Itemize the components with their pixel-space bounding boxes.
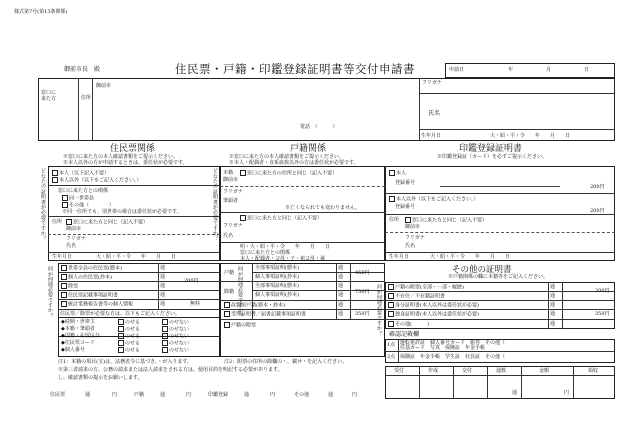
koseki-person-furigana: フリガナ — [223, 223, 243, 229]
koseki-rel-label: 窓口に来た方との関係 — [240, 250, 291, 256]
inkan-furigana: フリガナ — [405, 235, 425, 241]
unit: 通 — [550, 302, 556, 308]
juminhyo-who-vertical: どなたの証明書が必要ですか？ — [40, 168, 46, 241]
checkbox[interactable] — [388, 302, 394, 308]
koseki-price-2: 750円 — [355, 289, 370, 295]
applicant-address-input[interactable] — [96, 90, 416, 120]
juminhyo-item-2[interactable]: 除票 — [61, 283, 78, 290]
checkbox[interactable] — [224, 322, 230, 328]
juminhyo-footnote: 注1：本籍の項目(宝)は、法務省令に基づき、・が入ります。 — [58, 359, 192, 365]
opt-no[interactable]: のせない — [162, 340, 189, 347]
verification-row1-label: 1点 — [387, 342, 396, 348]
checkbox[interactable] — [162, 347, 168, 353]
opt-yes[interactable]: のせる — [118, 319, 140, 326]
applicant-birth-eras[interactable]: 大・昭・平・令 年 月 日 — [490, 133, 571, 139]
applicant-name-label: 氏名 — [428, 110, 441, 117]
applicant-address-prefix: 御前市 — [96, 83, 112, 89]
juminhyo-furigana: フリガナ — [66, 236, 86, 242]
opt-yes[interactable]: のせる — [118, 347, 140, 354]
other-certs-heading: その他の証明書 — [452, 265, 512, 275]
inkan-note1: ※印鑑登録証（カード）を必ずご提示ください。 — [437, 154, 548, 160]
applicant-name-input[interactable] — [450, 95, 610, 127]
total-yen: 円 — [186, 392, 192, 398]
inkan-addr-label: 住所 — [389, 217, 400, 223]
total-yen: 円 — [270, 392, 276, 398]
koseki-items-vertical: 何が何通必要ですか？ — [237, 266, 243, 318]
unit: 通 — [338, 274, 344, 280]
juminhyo-item-3[interactable]: 住民票記載事項証明書 — [61, 292, 118, 299]
checkbox[interactable] — [388, 284, 394, 290]
form-title: 住民票・戸籍・印鑑登録証明書等交付申請書 — [175, 62, 415, 76]
opt-label: ◆国籍・在留区分 — [61, 333, 100, 339]
koseki-honseki-same[interactable]: 窓口に来た方の住所と同じ（記入不要） — [240, 170, 337, 177]
opt-yes[interactable]: のせる — [118, 326, 140, 333]
checkbox[interactable] — [61, 292, 67, 298]
koseki-price-5: 350円 — [355, 311, 370, 317]
juminhyo-item-1[interactable]: 個人の住民票(抄本) — [61, 274, 112, 281]
koseki-item-2[interactable]: 全部事項証明(謄本) — [255, 283, 299, 289]
other-certs-vertical: 何が何通必要ですか？ — [376, 284, 382, 336]
total-unit: 通 — [244, 392, 250, 398]
koseki-birth-eras[interactable]: 明・大・昭・平・令 年 月 日 — [240, 244, 331, 250]
inkan-reg-no-label: 登録番号 — [395, 180, 416, 186]
juminhyo-birth-eras[interactable]: 大・昭・平・令 年 月 日 — [96, 254, 177, 260]
unit: 通 — [160, 265, 166, 271]
form-number: 様式第7号(第13条関係) — [14, 9, 68, 15]
total-label: 住民票 — [50, 392, 66, 398]
total-label: 戸籍 — [134, 392, 145, 398]
koseki-honseki-prefix: 御前市 — [223, 177, 239, 183]
inkan-birth-label: 生年月日 — [389, 254, 410, 260]
checkbox[interactable] — [118, 333, 124, 339]
staff-col: 領収 — [588, 368, 599, 374]
juminhyo-addr-prefix: 御前市 — [66, 226, 82, 232]
juminhyo-item-4[interactable]: 統計業務報告書等の個人情報 — [61, 301, 133, 308]
koseki-note1: ※窓口に来た方の本人確認書類をご提示ください。 — [229, 154, 345, 160]
application-date-box[interactable]: 申請日 年 月 日 — [445, 63, 615, 78]
other-cert-4[interactable]: その他( ) — [388, 321, 429, 328]
koseki-group-joseki: 除籍 — [224, 289, 235, 295]
inkan-birth-eras[interactable]: 大・昭・平・令 年 月 日 — [430, 254, 511, 260]
verification-heading: 確認記載欄 — [389, 331, 420, 338]
inkan-heading: 印鑑登録証明書 — [459, 144, 523, 154]
koseki-furigana: フリガナ — [223, 189, 243, 195]
checkbox[interactable] — [66, 219, 72, 225]
unit: 通 — [550, 321, 556, 327]
koseki-item-3[interactable]: 個人事項証明(抄本) — [255, 292, 299, 298]
opt-label: ◆続柄・世帯主 — [61, 319, 95, 325]
staff-col: 金額 — [539, 368, 550, 374]
opt-label: ◆本籍・筆頭者 — [61, 326, 95, 332]
staff-unit: 通 — [512, 390, 518, 396]
unit: 通 — [160, 292, 166, 298]
inkan-price-2: 200円 — [590, 208, 605, 214]
staff-yen: 円 — [564, 390, 570, 396]
other-cert-3[interactable]: 独身証明書(本人以外は委任状が必要) — [388, 311, 479, 318]
checkbox[interactable] — [224, 302, 230, 308]
checkbox[interactable] — [118, 340, 124, 346]
juminhyo-q-relation: 窓口に来た方との関係 — [58, 188, 109, 194]
juminhyo-addr-same[interactable]: 窓口に来た方と同じ（記入不要） — [66, 219, 148, 226]
inkan-price: 200円 — [590, 184, 605, 190]
checkbox[interactable] — [405, 217, 411, 223]
checkbox[interactable] — [118, 326, 124, 332]
opt-no[interactable]: のせない — [162, 319, 189, 326]
checkbox[interactable] — [62, 195, 68, 201]
unit: 通 — [160, 274, 166, 280]
checkbox[interactable] — [52, 177, 58, 183]
applicant-window-label: 窓口に 来た方 — [41, 90, 57, 102]
koseki-item-5[interactable]: 受理証明書／届書記載事項証明書 — [224, 311, 306, 318]
juminhyo-free: 無料 — [190, 301, 201, 307]
koseki-heading: 戸籍関係 — [290, 144, 327, 154]
checkbox[interactable] — [388, 293, 394, 299]
opt-no[interactable]: のせない — [162, 347, 189, 354]
opt-label: ◆個人番号 — [61, 347, 85, 353]
bottom-note2: し、確認書類の提示をお願いします。 — [58, 375, 143, 381]
unit: 通 — [160, 301, 166, 307]
staff-col: 受付 — [394, 368, 405, 374]
checkbox[interactable] — [61, 283, 67, 289]
checkbox[interactable] — [118, 319, 124, 325]
other-cert-0[interactable]: 戸籍の附票(全部・一部・履歴) — [388, 284, 464, 291]
opt-yes[interactable]: のせる — [118, 333, 140, 340]
checkbox[interactable] — [388, 311, 394, 317]
koseki-name-label: 氏名 — [223, 233, 234, 239]
other-cert-price-3: 350円 — [595, 311, 610, 317]
applicant-furigana-label: フリガナ — [422, 80, 442, 86]
inkan-opt-other[interactable]: 本人以外（以下をご記入ください。） — [389, 196, 479, 203]
inkan-reg-no-label-2: 登録番号 — [395, 204, 416, 210]
applicant-address-label: 住所 — [81, 95, 92, 101]
juminhyo-name-label: 氏名 — [66, 243, 77, 249]
verification-row1-text2[interactable]: 住基カード 写真 保険証 年金手帳 — [400, 345, 486, 351]
other-cert-price-0: 200円 — [595, 288, 610, 294]
koseki-hittousha: 筆頭者 — [223, 198, 239, 204]
checkbox[interactable] — [240, 170, 246, 176]
unit: 通 — [338, 302, 344, 308]
koseki-item-4[interactable]: 改製原戸籍(謄本・抄本) — [224, 302, 285, 309]
verification-row2-label: 2点 — [387, 354, 396, 360]
juminhyo-item-0[interactable]: 世帯全員の住民票(謄本) — [61, 265, 122, 272]
total-unit: 通 — [160, 392, 166, 398]
checkbox[interactable] — [61, 274, 67, 280]
applicant-phone-label[interactable]: 電話 （ ） — [300, 124, 338, 130]
koseki-item-1[interactable]: 個人事項証明(抄本) — [255, 274, 299, 280]
staff-col: 作成 — [428, 368, 439, 374]
verification-row1-text[interactable]: 運転免許証 個人番号カード 旅券 その他（ — [400, 340, 506, 346]
inkan-reg-no-input[interactable] — [440, 178, 560, 187]
checkbox[interactable] — [162, 340, 168, 346]
staff-col: 通数 — [496, 368, 507, 374]
koseki-item-0[interactable]: 全部事項証明(謄本) — [255, 265, 299, 271]
juminhyo-birth-label: 生年月日 — [52, 254, 73, 260]
opt-no[interactable]: のせない — [162, 333, 189, 340]
checkbox[interactable] — [61, 265, 67, 271]
checkbox[interactable] — [240, 215, 246, 221]
inkan-addr-same[interactable]: 窓口に来た方と同じ（記入不要） — [405, 217, 487, 224]
bottom-note1: ※第三者請求の方、公務の請求または法人請求をされる方は、使用目的を明記する必要があります。 — [58, 367, 283, 373]
juminhyo-opt-self[interactable]: 本人（以下記入不要） — [52, 170, 109, 177]
koseki-q-self[interactable]: 窓口に来た方と同じ（記入不要） — [240, 215, 322, 222]
applicant-birth-label: 生年月日 — [421, 133, 442, 139]
juminhyo-rel2[interactable]: その他（ ） — [62, 202, 114, 209]
koseki-footnote: 注2：附票の住所の除欄の・、載せ・を記入ください。 — [224, 359, 348, 365]
staff-col: 交付 — [462, 368, 473, 374]
total-label: その他 — [294, 392, 310, 398]
total-yen: 円 — [352, 392, 358, 398]
application-date-label: 申請日 — [449, 67, 465, 73]
koseki-hittousha-note: ※亡くなられても変わりません。 — [285, 205, 361, 211]
addressee: 御前市長 殿 — [64, 66, 101, 73]
inkan-name-label: 氏名 — [405, 243, 416, 249]
juminhyo-note-required: 住民票／除票が必要な方は、以下もご記入ください。 — [60, 311, 181, 317]
checkbox[interactable] — [52, 170, 58, 176]
unit: 通 — [550, 293, 556, 299]
unit: 通 — [338, 292, 344, 298]
inkan-opt-self[interactable]: 本人 — [389, 170, 406, 177]
checkbox[interactable] — [224, 311, 230, 317]
juminhyo-note2: ※本人以外の方が申請するときは、委任状が必要です。 — [63, 160, 188, 166]
koseki-price-0: 450円 — [355, 270, 370, 276]
juminhyo-rel1[interactable]: 同一世帯員 — [62, 195, 94, 202]
opt-no[interactable]: のせない — [162, 326, 189, 333]
other-certs-note: ※戸籍関係の欄に本籍等をご記入ください。 — [448, 274, 549, 280]
koseki-rel-opts[interactable]: 本人・配偶者・父母・子・祖父母・孫 — [240, 256, 326, 262]
checkbox[interactable] — [162, 319, 168, 325]
checkbox[interactable] — [162, 326, 168, 332]
checkbox[interactable] — [388, 321, 394, 327]
checkbox[interactable] — [61, 301, 67, 307]
koseki-who-vertical: どなたの証明書が必要ですか？ — [212, 168, 218, 241]
other-cert-1[interactable]: 不在住／不在籍証明書 — [388, 293, 445, 300]
unit: 通 — [160, 283, 166, 289]
inkan-addr-prefix: 御前市 — [405, 224, 421, 230]
total-unit: 通 — [85, 392, 91, 398]
total-label: 印鑑登録 — [208, 392, 229, 398]
unit: 通 — [550, 311, 556, 317]
checkbox[interactable] — [162, 333, 168, 339]
checkbox[interactable] — [62, 202, 68, 208]
juminhyo-items-vertical: 何が何通必要ですか？ — [47, 266, 53, 318]
checkbox[interactable] — [389, 196, 395, 202]
unit: 通 — [338, 265, 344, 271]
total-yen: 円 — [112, 392, 118, 398]
checkbox[interactable] — [118, 347, 124, 353]
koseki-note2: ※本人・配偶者・直系血族以外の方は委任状が必要です。 — [229, 160, 359, 166]
juminhyo-rel2-note: ※同一住所でも、別世帯の場合は委任状が必要です。 — [62, 209, 182, 215]
juminhyo-price: 200円 — [184, 278, 199, 284]
opt-label: ◆住民票コード — [61, 340, 95, 346]
unit: 通 — [338, 283, 344, 289]
juminhyo-note1: ※窓口に来た方の本人確認書類をご提示ください。 — [63, 154, 179, 160]
other-cert-2[interactable]: 身分証明書(本人以外は委任状が必要) — [388, 302, 479, 309]
koseki-honseki-label: 本籍 — [223, 170, 234, 176]
juminhyo-addr-label: 住所 — [52, 219, 63, 225]
koseki-items-box — [220, 263, 385, 357]
unit: 通 — [550, 284, 556, 290]
verification-row2-text[interactable]: 保険証 年金手帳 学生証 社員証 その他（ — [400, 354, 506, 360]
unit: 通 — [338, 311, 344, 317]
total-unit: 通 — [328, 392, 334, 398]
juminhyo-opt-other[interactable]: 本人以外（以下をご記入ください。） — [52, 177, 142, 184]
juminhyo-heading: 住民票関係 — [110, 144, 156, 154]
koseki-group-koseki: 戸籍 — [224, 270, 235, 276]
opt-yes[interactable]: のせる — [118, 340, 140, 347]
checkbox[interactable] — [389, 170, 395, 176]
koseki-fuhyo[interactable]: 戸籍の附票 — [224, 322, 256, 329]
